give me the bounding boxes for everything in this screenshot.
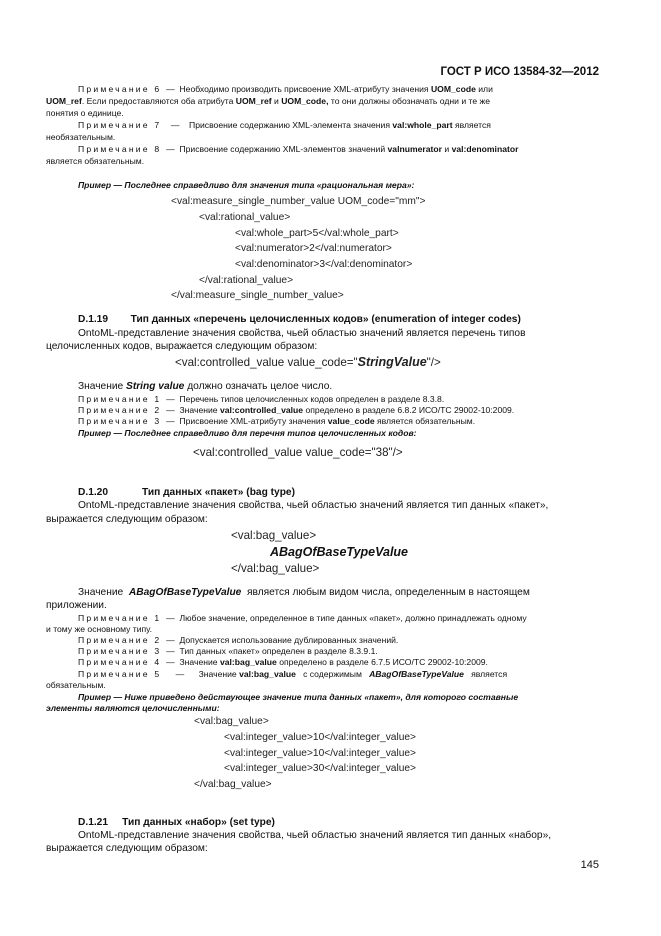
d119-paragraph-line-2: целочисленных кодов, выражается следующим образом:	[46, 341, 318, 352]
note-7-line-2: необязательным.	[46, 132, 116, 142]
note-8-line-2: является обязательным.	[46, 156, 145, 166]
d119-paragraph-2: Значение String value должно означать целое число.	[78, 381, 333, 392]
section-heading-d119: D.1.19 Тип данных «перечень целочисленных кодов» (enumeration of integer codes)	[78, 314, 521, 325]
d120-example-line-2: элементы являются целочисленными:	[46, 703, 220, 713]
d120-note-5: Примечание 5 — Значение val:bag_value с содержимым ABagOfBaseTypeValue является	[78, 669, 508, 679]
d119-note-1: Примечание 1 — Перечень типов целочисленных кодов определен в разделе 8.3.8.	[78, 394, 445, 404]
code-line: </val:measure_single_number_value>	[171, 290, 344, 301]
code-line: <val:whole_part>5</val:whole_part>	[235, 228, 399, 239]
d121-paragraph-line-2: выражается следующим образом:	[46, 843, 208, 854]
d120-code-placeholder: ABagOfBaseTypeValue	[270, 545, 409, 559]
d119-note-3: Примечание 3 — Присвоение XML-атрибуту значения value_code является обязательным.	[78, 416, 476, 426]
code-line: <val:denominator>3</val:denominator>	[235, 259, 413, 270]
code-line: </val:bag_value>	[194, 779, 272, 790]
d120-paragraph-line-2: выражается следующим образом:	[46, 514, 208, 525]
d119-note-2: Примечание 2 — Значение val:controlled_value определено в разделе 6.8.2 ИСО/ТС 29002-10:2009.	[78, 405, 515, 415]
d120-paragraph-2-line-1: Значение ABagOfBaseTypeValue является любым видом числа, определенным в настоящем	[78, 587, 530, 598]
code-line: <val:bag_value>	[194, 716, 269, 727]
d120-note-4: Примечание 4 — Значение val:bag_value определено в разделе 6.7.5 ИСО/ТС 29002-10:2009.	[78, 657, 488, 667]
note-6-line-2: UOM_ref. Если предоставляются оба атрибута UOM_ref и UOM_code, то они должны обозначать одни и те же	[46, 96, 491, 106]
d120-note-3: Примечание 3 — Тип данных «пакет» определен в разделе 8.3.9.1.	[78, 646, 378, 656]
d120-code-open: <val:bag_value>	[231, 529, 317, 542]
note-7-line-1: Примечание 7 — Присвоение содержанию XML-элемента значения val:whole_part является	[78, 120, 491, 130]
section-heading-d121: D.1.21 Тип данных «набор» (set type)	[78, 817, 275, 828]
d119-example-code: <val:controlled_value value_code="38"/>	[193, 446, 403, 459]
code-line: </val:rational_value>	[199, 275, 294, 286]
d119-paragraph-line-1: OntoML-представление значения свойства, чьей областью значений является перечень типов	[78, 328, 526, 339]
code-line: <val:integer_value>30</val:integer_value>	[224, 763, 417, 774]
code-line: <val:measure_single_number_value UOM_code="mm">	[171, 196, 426, 207]
page-number: 145	[580, 859, 599, 871]
d120-example-line-1: Пример — Ниже приведено действующее значение типа данных «пакет», для которого составные	[78, 692, 519, 702]
d121-paragraph-line-1: OntoML-представление значения свойства, чьей областью значений является тип данных «набор»,	[78, 830, 552, 841]
section-heading-d120: D.1.20 Тип данных «пакет» (bag type)	[78, 487, 295, 498]
d120-note-1-line-2: и тому же основному типу.	[46, 624, 153, 634]
code-line: <val:rational_value>	[199, 212, 291, 223]
d120-paragraph-line-1: OntoML-представление значения свойства, чьей областью значений является тип данных «пакет»,	[78, 500, 549, 511]
note-6-line-1: Примечание 6 — Необходимо производить присвоение XML-атрибуту значения UOM_code или	[78, 84, 493, 94]
d120-note-5-line-2: обязательным.	[46, 680, 106, 690]
note-6-line-3: понятия о единице.	[46, 108, 124, 118]
d120-note-1: Примечание 1 — Любое значение, определенное в типе данных «пакет», должно принадлежать одному	[78, 613, 527, 623]
code-line: <val:integer_value>10</val:integer_value>	[224, 748, 417, 759]
code-line: <val:numerator>2</val:numerator>	[235, 243, 392, 254]
code-line: <val:integer_value>10</val:integer_value>	[224, 732, 417, 743]
d120-note-2: Примечание 2 — Допускается использование дублированных значений.	[78, 635, 399, 645]
note-8-line-1: Примечание 8 — Присвоение содержанию XML-элементов значений valnumerator и val:denominator	[78, 144, 519, 154]
d120-paragraph-2-line-2: приложении.	[46, 600, 107, 611]
document-header-code: ГОСТ Р ИСО 13584-32—2012	[440, 66, 599, 78]
example-rational-title: Пример — Последнее справедливо для значения типа «рациональная мера»:	[78, 180, 415, 190]
d120-code-close: </val:bag_value>	[231, 562, 320, 575]
d119-code-template: <val:controlled_value value_code="StringValue"/>	[175, 355, 441, 369]
d119-example-title: Пример — Последнее справедливо для перечня типов целочисленных кодов:	[78, 428, 417, 438]
